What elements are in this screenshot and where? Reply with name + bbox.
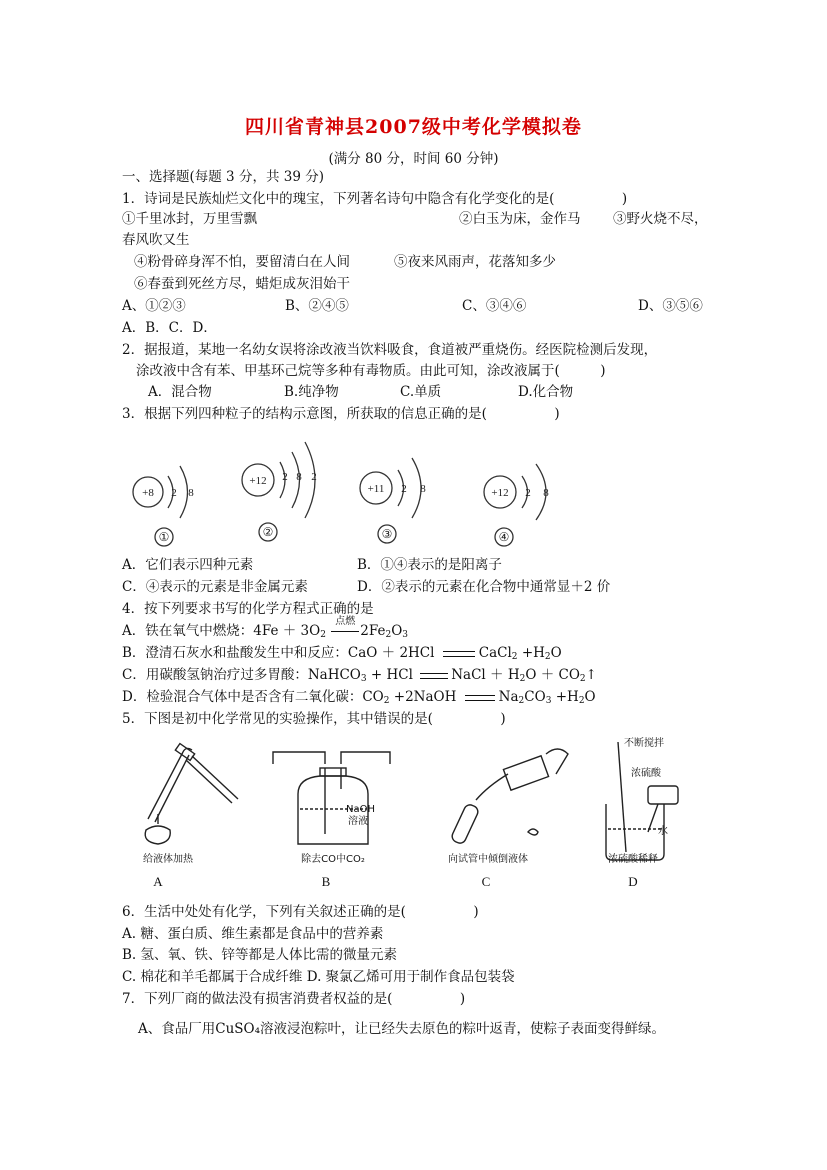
q2-stem-2: 涂改液中含有苯、甲基环己烷等多种有毒物质。由此可知，涂改液属于( ) <box>136 363 606 379</box>
atom-1-number: ① <box>158 530 170 544</box>
figure-letter-c: C <box>481 874 491 889</box>
q1-options-row: A．B．C．D． <box>122 320 217 336</box>
subscript: 2 <box>383 696 390 706</box>
section-heading: 一、选择题(每题 3 分，共 39 分) <box>122 169 324 185</box>
atom-structure-diagrams <box>120 430 580 550</box>
water-label: 水 <box>658 826 668 837</box>
lab-operation-figures <box>128 734 698 894</box>
atom-4-number: ④ <box>498 530 510 544</box>
q2-option-b: B.纯净物 <box>284 384 339 400</box>
subscript: 2 <box>511 652 518 662</box>
atom-1-shell-2: 8 <box>188 487 194 499</box>
q4-option-b: B．澄清石灰水和盐酸发生中和反应：CaO ＋ 2HCl CaCl$_2$ $+H_2O$ <box>122 645 562 662</box>
atom-1-shell-1: 2 <box>171 487 177 499</box>
q1-poem-6: ⑥春蚕到死丝方尽，蜡炬成灰泪始干 <box>134 276 350 292</box>
atom-1-charge: +8 <box>142 487 154 499</box>
q4-b-product: CaCl <box>478 645 512 661</box>
atom-2-shell-3: 2 <box>311 471 317 483</box>
equals-sign <box>465 695 495 701</box>
q4-a-reactants: A．铁在氧气中燃烧：4Fe ＋ 3O <box>122 623 321 639</box>
q4-b-reactants: B．澄清石灰水和盐酸发生中和反应：CaO ＋ 2HCl <box>122 645 435 661</box>
q1-option-b: B、②④⑤ <box>285 298 349 314</box>
q6-option-b: B. 氢、氧、铁、锌等都是人体比需的微量元素 <box>122 947 398 963</box>
q4-d-carbonate: CO <box>524 689 546 705</box>
q1-poem-3b: 春风吹又生 <box>122 232 190 248</box>
q1-stem: 1．诗词是民族灿烂文化中的瑰宝，下列著名诗句中隐含有化学变化的是( ) <box>122 191 628 207</box>
atom-3-number: ③ <box>381 527 393 541</box>
condition-arrow <box>330 616 360 640</box>
q4-stem: 4．按下列要求书写的化学方程式正确的是 <box>122 601 374 617</box>
atom-3-charge: +11 <box>367 483 385 495</box>
figure-letter-a: A <box>153 874 163 889</box>
caption-d: 浓硫酸稀释 <box>608 854 658 865</box>
atom-3-shell-1: 2 <box>401 483 407 495</box>
q4-d-base: +2NaOH <box>389 689 457 705</box>
atom-4-shell-2: 8 <box>543 487 549 499</box>
q1-poem-1: ①千里冰封，万里雪飘 <box>122 211 257 227</box>
dilution-figure <box>606 742 678 860</box>
subscript: 2 <box>544 652 551 662</box>
q3-option-a: A．它们表示四种元素 <box>122 557 254 573</box>
figure-letter-d: D <box>628 874 638 889</box>
equals-sign <box>420 673 448 679</box>
q4-option-c <box>122 666 597 688</box>
atom-4-shell-1: 2 <box>525 487 531 499</box>
q3-stem: 3．根据下列四种粒子的结构示意图，所获取的信息正确的是( ) <box>122 406 560 422</box>
subscript: 2 <box>518 696 525 706</box>
wash-bottle-figure <box>273 752 390 844</box>
subscript: 3 <box>402 630 408 640</box>
exam-info: (满分 80 分，时间 60 分钟) <box>328 151 499 167</box>
q4-c-gas: O ＋ CO <box>525 667 580 683</box>
q2-option-c: C.单质 <box>400 384 442 400</box>
q1-poem-4: ④粉骨碎身浑不怕，要留清白在人间 <box>134 254 350 270</box>
naoh-label: NaOH <box>346 804 375 815</box>
q4-option-d: D．检验混合气体中是否含有二氧化碳：$CO_2$ +2NaOH $Na_2CO_3 +H_2O$ <box>122 689 596 706</box>
q4-b-water: +H <box>517 645 545 661</box>
q1-poem-2: ②白玉为床，金作马 <box>459 211 581 227</box>
atom-3-shell-2: 8 <box>420 483 426 495</box>
condition-label: 点燃 <box>335 616 356 627</box>
subscript: 2 <box>579 674 586 684</box>
q6-option-a: A. 糖、蛋白质、维生素都是食品中的营养素 <box>122 926 384 942</box>
atom-4-charge: +12 <box>491 487 509 499</box>
subscript: 3 <box>545 696 552 706</box>
q7-stem: 7．下列厂商的做法没有损害消费者权益的是( ) <box>122 991 466 1007</box>
subscript: 3 <box>360 674 367 684</box>
q7-option-a: A、食品厂用CuSO₄溶液浸泡粽叶，让已经失去原色的粽叶返青，使粽子表面变得鲜绿。 <box>138 1021 665 1037</box>
equals-line <box>331 631 359 632</box>
atom-2-number: ② <box>262 525 274 539</box>
subscript: 2 <box>519 674 526 684</box>
pouring-figure <box>450 749 568 845</box>
q1-option-d: D、③⑤⑥ <box>638 298 703 314</box>
q6-option-cd: C. 棉花和羊毛都属于合成纤维 D. 聚氯乙烯可用于制作食品包装袋 <box>122 969 515 985</box>
q4-c-reactant: C．用碳酸氢钠治疗过多胃酸：NaHCO <box>122 667 361 683</box>
q4-d-reactant: D．检验混合气体中是否含有二氧化碳：CO <box>122 689 384 705</box>
subscript: 2 <box>578 696 585 706</box>
caption-c: 向试管中倾倒液体 <box>448 854 528 865</box>
figure-letter-b: B <box>321 874 331 889</box>
atom-2-shell-2: 8 <box>296 471 302 483</box>
subscript: 2 <box>385 630 392 640</box>
q3-option-d: D．②表示的元素在化合物中通常显＋2 价 <box>357 579 611 595</box>
q2-stem-1: 2．据报道，某地一名幼女误将涂改液当饮料吸食，食道被严重烧伤。经医院检测后发现， <box>122 342 658 358</box>
q6-stem: 6．生活中处处有化学，下列有关叙述正确的是( ) <box>122 904 479 920</box>
q4-c-acid: + HCl <box>366 667 413 683</box>
heating-figure <box>145 744 238 844</box>
q1-poem-3: ③野火烧不尽， <box>613 211 708 227</box>
q4-a-product: 2Fe <box>360 623 386 639</box>
atom-2-charge: +12 <box>249 475 267 487</box>
q2-option-d: D.化合物 <box>518 384 574 400</box>
q3-option-c: C．④表示的元素是非金属元素 <box>122 579 308 595</box>
naoh-label-2: 溶液 <box>348 816 368 827</box>
q3-option-b: B．①④表示的是阳离子 <box>357 557 502 573</box>
page-title: 四川省青神县2007级中考化学模拟卷 <box>245 116 582 138</box>
q5-stem: 5．下图是初中化学常见的实验操作，其中错误的是( ) <box>122 711 506 727</box>
caption-b: 除去CO中CO₂ <box>301 854 365 865</box>
gas-arrow-icon: ↑ <box>585 667 597 683</box>
q4-option-a: A．铁在氧气中燃烧：$4Fe + 3O_2$ 点燃 $2Fe_2O_3$ <box>122 622 408 644</box>
stir-label: 不断搅拌 <box>624 738 664 749</box>
q1-option-a: A、①②③ <box>122 298 186 314</box>
atom-2-shell-1: 2 <box>282 471 288 483</box>
q1-option-c: C、③④⑥ <box>462 298 527 314</box>
subscript: 2 <box>320 630 326 640</box>
q2-option-a: A．混合物 <box>148 384 212 400</box>
q1-poem-5: ⑤夜来风雨声，花落知多少 <box>394 254 556 270</box>
acid-label: 浓硫酸 <box>631 768 661 779</box>
q4-d-product: Na <box>498 689 519 705</box>
caption-a: 给液体加热 <box>143 854 193 865</box>
q4-c-products: NaCl ＋ H <box>451 667 520 683</box>
equals-sign <box>443 651 475 657</box>
